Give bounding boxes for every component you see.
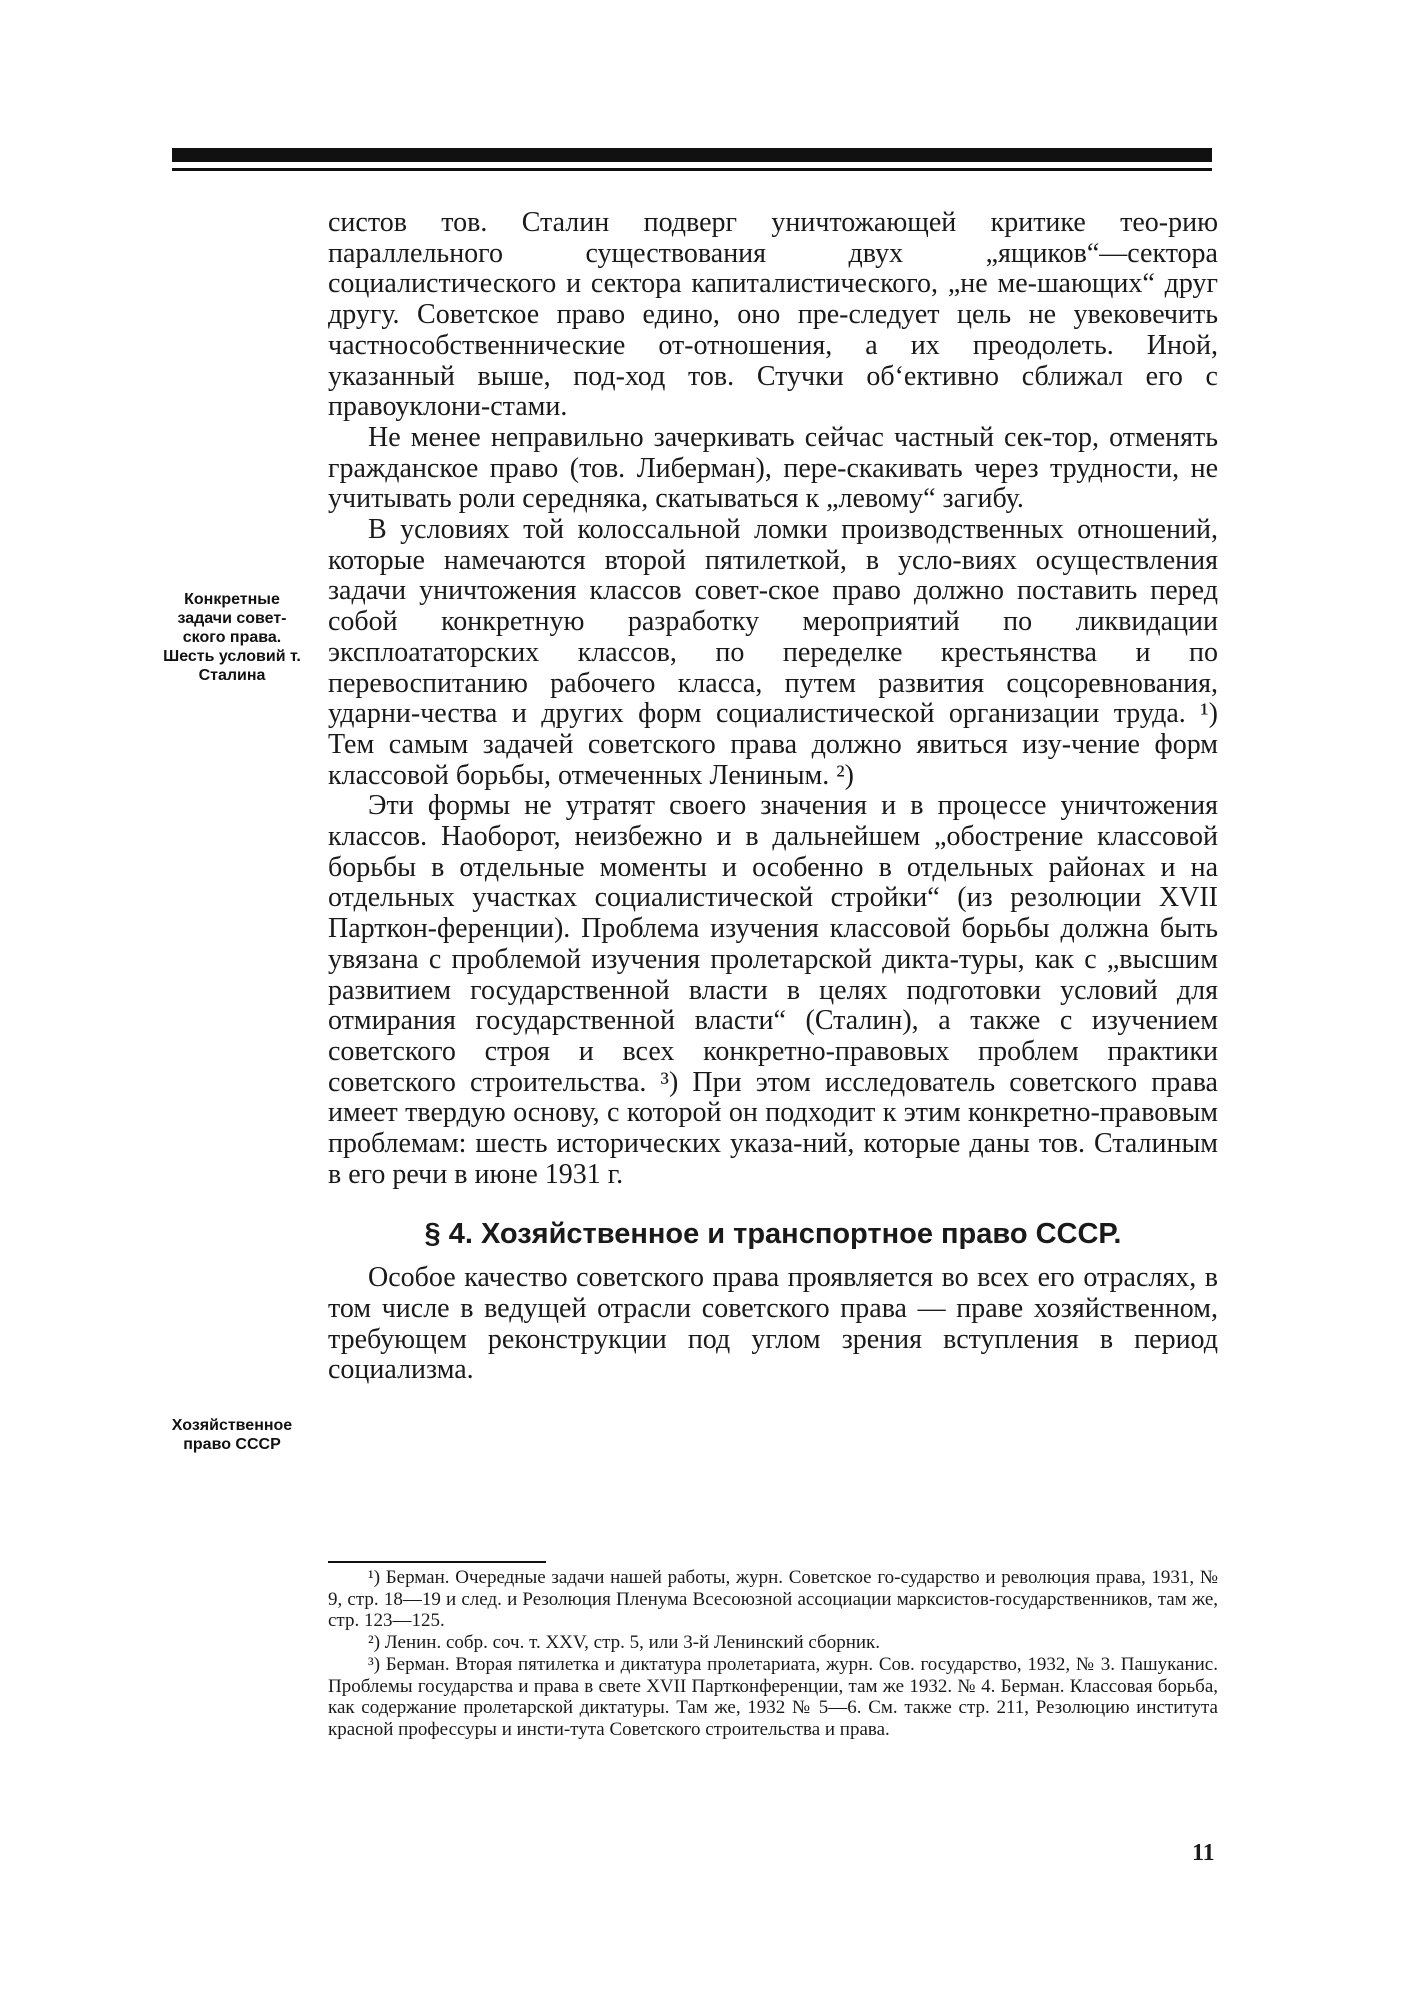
header-rule-thin [172,168,1212,171]
footnote: ³) Берман. Вторая пятилетка и диктатура пролетариата, журн. Сов. государство, 1932, № 3. Пашуканис. Проблемы государства и права в свете XVII Партконференции, там же 1932. № 4. Берман. Классовая борьба, как содержание пролетарской диктатуры. Там же, 1932 № 5—6. См. также стр. 211, Резолюцию института красной профессуры и инсти-тута Советского строительства и права. [328,1653,1218,1740]
main-text [328,208,1218,1386]
footnote: ²) Ленин. собр. соч. т. XXV, стр. 5, или 3-й Ленинский сборник. [368,1632,881,1654]
footnote: ¹) Берман. Очередные задачи нашей работы, журн. Советское го-сударство и революция права, 1931, № 9, стр. 18—19 и след. и Резолюция Пленума Всесоюзной ассоциации марксистов-государственников, там же, стр. 123—125. [328,1567,1218,1632]
page-number: 11 [1192,1840,1215,1866]
paragraph: Не менее неправильно зачеркивать сейчас частный сек-тор, отменять гражданское право (тов. Либерман), пере-скакивать через трудности, не учитывать роли середняка, скатываться к „левому“ загибу. [328,421,1218,515]
footnotes [328,1567,1218,1741]
paragraph: Особое качество советского права проявляется во всех его отраслях, в том числе в ведущей отрасли советского права — праве хозяйственном, требующем реконструкции под углом зрения вступления в период социализма. [328,1262,1218,1386]
header-rule-thick [172,148,1212,162]
paragraph: систов тов. Сталин подверг уничтожающей критике тео-рию параллельного существования двух „ящиков“—сектора социалистического и сектора капиталистического, „не ме-шающих“ друг другу. Советское право едино, оно пре-следует цель не увековечить частнособственнические от-отношения, а их преодолеть. Иной, указанный выше, под-ход тов. Стучки об‘ективно сближал его с правоуклони-стами. [328,207,1218,423]
margin-note-economic-law: Хозяйственное право СССР [171,1417,293,1453]
margin-note-concrete-tasks: Конкретные задачи совет-ского права. Шесть условий т. Сталина [163,591,301,684]
footnote-divider [328,1561,546,1563]
paragraph: В условиях той колоссальной ломки производственных отношений, которые намечаются второй пятилеткой, в усло-виях осуществления задачи уничтожения классов совет-ское право должно поставить перед собой конкретную разработку мероприятий по ликвидации эксплоататорских классов, по переделке крестьянства и по перевоспитанию рабочего класса, путем развития соцсоревнования, ударни-чества и других форм социалистической организации труда. ¹) Тем самым задачей советского права должно явиться изу-чение форм классовой борьбы, отмеченных Лениным. ²) [328,514,1218,791]
section-heading: § 4. Хозяйственное и транспортное право СССР. [424,1217,1122,1250]
paragraph: Эти формы не утратят своего значения и в процессе уничтожения классов. Наоборот, неизбежно и в дальнейшем „обострение классовой борьбы в отдельные моменты и особенно в отдельных районах и на отдельных участках социалистической стройки“ (из резолюции XVII Парткон-ференции). Проблема изучения классовой борьбы должна быть увязана с проблемой изучения пролетарской дикта-туры, как с „высшим развитием государственной власти в целях подготовки условий для отмирания государственной власти“ (Сталин), а также с изучением советского строя и всех конкретно-правовых проблем практики советского строительства. ³) При этом исследователь советского права имеет твердую основу, с которой он подходит к этим конкретно-правовым проблемам: шесть исторических указа-ний, которые даны тов. Сталиным в его речи в июне 1931 г. [328,790,1218,1190]
